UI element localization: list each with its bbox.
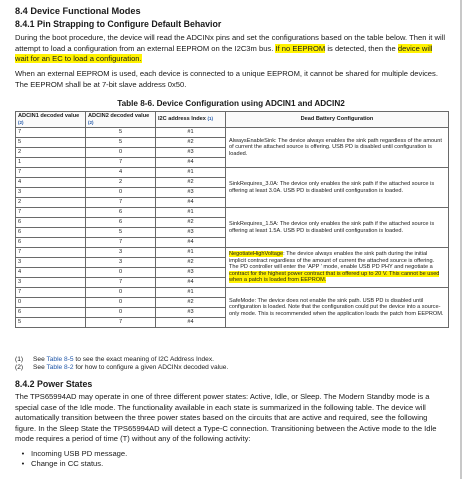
bullet-item: • Incoming USB PD message.	[21, 449, 128, 458]
table-row	[16, 208, 449, 218]
cell-i2c-index: #3	[156, 228, 226, 238]
intro-paragraph-2: When an external EEPROM is used, each device is connected to a unique EEPROM, it cannot be shared for multiple devices. The EEPROM shall be at 7-bit slave address 0x50.	[15, 69, 438, 89]
cell-adcin1: 2	[16, 148, 86, 158]
cell-adcin2: 0	[86, 288, 156, 298]
cell-adcin1: 5	[16, 138, 86, 148]
cell-i2c-index: #1	[156, 288, 226, 298]
cell-adcin1: 3	[16, 188, 86, 198]
cell-i2c-index: #4	[156, 198, 226, 208]
highlight-no-eeprom: If no EEPROM	[275, 43, 326, 53]
cell-adcin2: 4	[86, 168, 156, 178]
cell-adcin2: 7	[86, 238, 156, 248]
cell-dead-battery-config: AlwaysEnableSink: The device always enables the sink path regardless of the amount of current the attached source is offering. USB PD is disabled until configuration is loaded.	[226, 128, 449, 168]
cell-adcin2: 0	[86, 298, 156, 308]
intro-paragraph-1	[15, 33, 447, 65]
header-adcin1: ADCIN1 decoded value $^{(2)}$	[16, 112, 86, 128]
cell-adcin1: 7	[16, 248, 86, 258]
cell-adcin2: 5	[86, 128, 156, 138]
link-table-8-2[interactable]: Table 8-2	[46, 364, 74, 371]
cell-adcin2: 3	[86, 258, 156, 268]
cell-adcin1: 7	[16, 168, 86, 178]
cell-adcin2: 6	[86, 218, 156, 228]
cell-i2c-index: #2	[156, 218, 226, 228]
cell-i2c-index: #1	[156, 168, 226, 178]
power-states-title: 8.4.2 Power States	[15, 379, 93, 389]
cell-adcin2: 3	[86, 248, 156, 258]
cell-adcin1: 6	[16, 218, 86, 228]
cell-adcin1: 4	[16, 268, 86, 278]
cell-i2c-index: #4	[156, 318, 226, 328]
header-adcin2: ADCIN2 decoded value $^{(2)}$	[86, 112, 156, 128]
cell-adcin1: 3	[16, 258, 86, 268]
cell-i2c-index: #3	[156, 308, 226, 318]
cell-dead-battery-config: SinkRequires_1.5A: The device only enables the sink path if the attached source is offering at least 1.5A. USB PD is disabled until configuration is loaded.	[226, 208, 449, 248]
cell-i2c-index: #3	[156, 148, 226, 158]
footnote-1: (1) See Table 8-5 to see the exact meaning of I2C Address Index.	[15, 356, 214, 363]
section-title: 8.4 Device Functional Modes	[15, 6, 141, 16]
cell-i2c-index: #4	[156, 238, 226, 248]
cell-adcin2: 0	[86, 268, 156, 278]
table-row	[16, 128, 449, 138]
header-dead-battery: Dead Battery Configuration	[226, 112, 449, 128]
cell-i2c-index: #4	[156, 158, 226, 168]
cell-adcin1: 2	[16, 198, 86, 208]
cell-adcin2: 7	[86, 198, 156, 208]
cell-adcin2: 0	[86, 148, 156, 158]
cell-dead-battery-config: SinkRequires_3.0A: The device only enables the sink path if the attached source is offering at least 3.0A. USB PD is disabled until configuration is loaded.	[226, 168, 449, 208]
cell-dead-battery-config: SafeMode: The device does not enable the sink path. USB PD is disabled until configuration is loaded. Note that the configuration could put the device into a source-only mode. This is recommended when the application loads the patch from EEPROM.	[226, 288, 449, 328]
cell-i2c-index: #4	[156, 278, 226, 288]
cell-i2c-index: #3	[156, 268, 226, 278]
header-i2c-index: I2C address Index $^{(1)}$	[156, 112, 226, 128]
cell-i2c-index: #2	[156, 178, 226, 188]
table-row	[16, 248, 449, 258]
device-config-table	[15, 111, 449, 328]
cell-adcin1: 6	[16, 238, 86, 248]
table-caption: Table 8-6. Device Configuration using ADCIN1 and ADCIN2	[117, 99, 345, 108]
cell-adcin2: 0	[86, 308, 156, 318]
table-row	[16, 168, 449, 178]
table-row	[16, 288, 449, 298]
subsection-title: 8.4.1 Pin Strapping to Configure Default Behavior	[15, 19, 222, 29]
highlight-negotiate-high-voltage: NegotiateHighVoltage	[229, 251, 284, 258]
cell-adcin2: 0	[86, 188, 156, 198]
cell-adcin1: 7	[16, 128, 86, 138]
cell-adcin1: 6	[16, 228, 86, 238]
cell-adcin2: 2	[86, 178, 156, 188]
cell-adcin1: 1	[16, 158, 86, 168]
cell-i2c-index: #2	[156, 138, 226, 148]
table-header-row	[16, 112, 449, 128]
footnote-2: (2) See Table 8-2 for how to configure a given ADCINx decoded value.	[15, 364, 229, 371]
cell-i2c-index: #2	[156, 298, 226, 308]
cell-adcin2: 7	[86, 318, 156, 328]
cell-adcin1: 0	[16, 298, 86, 308]
power-states-paragraph: The TPS65994AD may operate in one of three different power states: Active, Idle, or Sleep. The Modern Standby mode is a special case of the Idle mode. The functionality available in each state is summarized in the following table. The device will automatically transition between the three power states based on the circuits that are active and required, see the following figure. In the Sleep State the TPS65994AD will detect a Type-C connection. Transitioning between the Active mode to the Idle mode requires a period of time (T) without any of the following activity:	[15, 392, 437, 443]
intro-text-2: is detected, then the	[325, 43, 398, 53]
cell-i2c-index: #3	[156, 188, 226, 198]
cell-i2c-index: #1	[156, 208, 226, 218]
highlight-wait-ec: device will wait for an EC to load a configuration.	[15, 43, 433, 63]
cell-i2c-index: #1	[156, 248, 226, 258]
cell-adcin2: 7	[86, 158, 156, 168]
config-description: : The device always enables the sink path during the initial implicit contract regardless of the amount of current the attached source is offering. The PD controller will enter the 'APP ' mode, enable USB PD PHY and negotiate a	[229, 251, 435, 271]
cell-adcin2: 7	[86, 278, 156, 288]
cell-adcin1: 7	[16, 288, 86, 298]
intro-text: During the boot procedure, the device will read the ADCINx pins and set the configurations based on the table below. Then it will attempt to load a configuration from an external EEPROM on the I2C3m bus.	[15, 33, 446, 53]
cell-adcin2: 5	[86, 228, 156, 238]
cell-dead-battery-config	[226, 248, 449, 288]
cell-adcin2: 5	[86, 138, 156, 148]
cell-adcin1: 3	[16, 278, 86, 288]
highlight-20v-contract: contract for the highest power contract that is offered up to 20 V. This cannot be used when a patch is loaded from EEPROM.	[229, 270, 440, 284]
cell-i2c-index: #2	[156, 258, 226, 268]
cell-adcin1: 5	[16, 318, 86, 328]
cell-i2c-index: #1	[156, 128, 226, 138]
cell-adcin1: 7	[16, 208, 86, 218]
link-table-8-5[interactable]: Table 8-5	[46, 356, 74, 363]
cell-adcin2: 6	[86, 208, 156, 218]
bullet-item: • Change in CC status.	[21, 459, 104, 468]
cell-adcin1: 6	[16, 308, 86, 318]
cell-adcin1: 4	[16, 178, 86, 188]
